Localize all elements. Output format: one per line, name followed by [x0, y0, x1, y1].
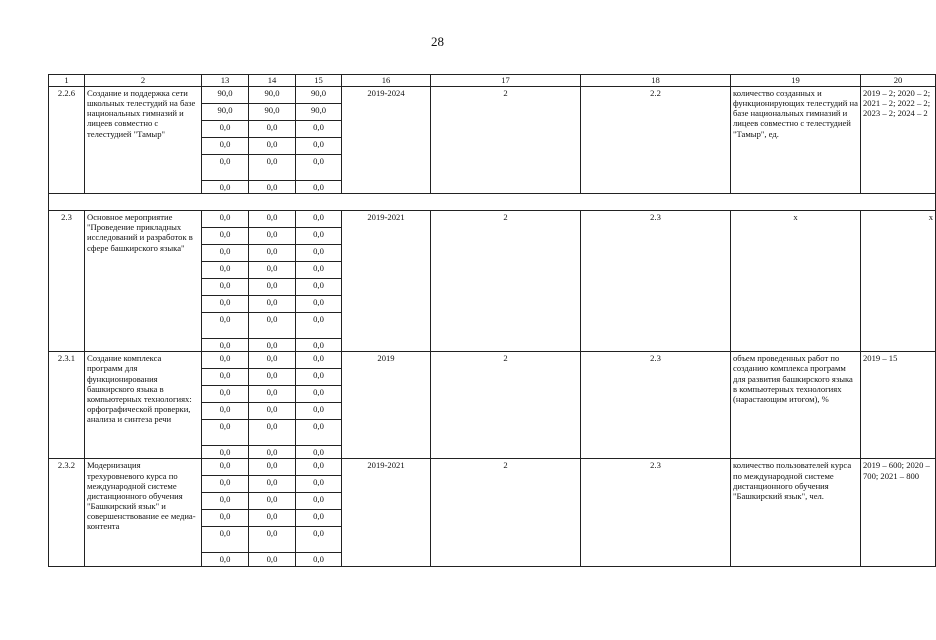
- value-cell: 90,0: [296, 87, 342, 104]
- table-row: [49, 459, 936, 476]
- header-row: [49, 75, 936, 87]
- row-name: Модернизация трехуровневого курса по международной системе дистанционного обучения "Башкирский язык" и совершенствование ее медиа-контента: [85, 459, 202, 566]
- row-col18: 2.3: [581, 459, 731, 566]
- row-indicator: количество созданных и функционирующих телестудий на базе национальных гимназий и лицеев совместно с телестудией "Тамыр", ед.: [731, 87, 861, 194]
- row-name: Создание и поддержка сети школьных телестудий на базе национальных гимназий и лицеев совместно с телестудией "Тамыр": [85, 87, 202, 194]
- value-cell: 0,0: [202, 403, 249, 420]
- value-cell: 0,0: [202, 510, 249, 527]
- row-col17: 2: [431, 352, 581, 459]
- value-cell: 0,0: [296, 476, 342, 493]
- value-cell: 0,0: [296, 245, 342, 262]
- value-cell: 0,0: [202, 296, 249, 313]
- value-cell: 0,0: [296, 211, 342, 228]
- value-cell: 0,0: [202, 138, 249, 155]
- value-cell: 0,0: [202, 181, 249, 194]
- row-targets: х: [861, 211, 936, 352]
- value-cell: 0,0: [202, 211, 249, 228]
- value-cell: 0,0: [249, 369, 296, 386]
- row-indicator: количество пользователей курса по международной системе дистанционного обучения "Башкирский язык", чел.: [731, 459, 861, 566]
- value-cell: 0,0: [249, 245, 296, 262]
- value-cell: 0,0: [296, 155, 342, 181]
- row-col18: 2.3: [581, 352, 731, 459]
- value-cell: 0,0: [202, 121, 249, 138]
- value-cell: 0,0: [249, 121, 296, 138]
- value-cell: 0,0: [202, 493, 249, 510]
- value-cell: 0,0: [249, 228, 296, 245]
- row-col18: 2.3: [581, 211, 731, 352]
- value-cell: 0,0: [296, 279, 342, 296]
- value-cell: 0,0: [249, 181, 296, 194]
- value-cell: 0,0: [249, 510, 296, 527]
- value-cell: 0,0: [202, 386, 249, 403]
- value-cell: 0,0: [249, 386, 296, 403]
- row-targets: 2019 – 600; 2020 – 700; 2021 – 800: [861, 459, 936, 566]
- value-cell: 0,0: [296, 352, 342, 369]
- page-number: 28: [431, 34, 444, 49]
- value-cell: 0,0: [249, 493, 296, 510]
- row-targets: 2019 – 15: [861, 352, 936, 459]
- header-cell: 16: [342, 75, 431, 87]
- value-cell: 0,0: [249, 420, 296, 446]
- value-cell: 0,0: [249, 476, 296, 493]
- value-cell: 0,0: [249, 296, 296, 313]
- row-code: 2.3.1: [49, 352, 85, 459]
- value-cell: 0,0: [202, 553, 249, 566]
- value-cell: 0,0: [249, 211, 296, 228]
- row-col17: 2: [431, 459, 581, 566]
- row-targets: 2019 – 2; 2020 – 2; 2021 – 2; 2022 – 2; 2023 – 2; 2024 – 2: [861, 87, 936, 194]
- row-code: 2.3.2: [49, 459, 85, 566]
- value-cell: 0,0: [202, 476, 249, 493]
- table-row: [49, 352, 936, 369]
- value-cell: 0,0: [296, 262, 342, 279]
- value-cell: 0,0: [202, 339, 249, 352]
- table-row: [49, 87, 936, 104]
- value-cell: 0,0: [249, 262, 296, 279]
- value-cell: 0,0: [249, 446, 296, 459]
- header-cell: 15: [296, 75, 342, 87]
- value-cell: 0,0: [202, 527, 249, 553]
- row-period: 2019-2024: [342, 87, 431, 194]
- value-cell: 0,0: [249, 352, 296, 369]
- value-cell: 0,0: [249, 527, 296, 553]
- value-cell: 0,0: [296, 493, 342, 510]
- value-cell: 90,0: [296, 104, 342, 121]
- value-cell: 0,0: [296, 296, 342, 313]
- row-indicator: объем проведенных работ по созданию комплекса программ для развития башкирского языка в компьютерных технологиях (нарастающим итогом), %: [731, 352, 861, 459]
- value-cell: 0,0: [249, 313, 296, 339]
- value-cell: 0,0: [202, 420, 249, 446]
- value-cell: 0,0: [249, 339, 296, 352]
- header-cell: 19: [731, 75, 861, 87]
- value-cell: 0,0: [249, 155, 296, 181]
- value-cell: 0,0: [296, 313, 342, 339]
- value-cell: 0,0: [202, 228, 249, 245]
- value-cell: 0,0: [296, 446, 342, 459]
- value-cell: 0,0: [296, 420, 342, 446]
- value-cell: 0,0: [296, 386, 342, 403]
- row-code: 2.2.6: [49, 87, 85, 194]
- spacer-cell: [49, 194, 936, 211]
- value-cell: 0,0: [296, 403, 342, 420]
- value-cell: 0,0: [296, 459, 342, 476]
- spacer-row: [49, 194, 936, 211]
- row-col17: 2: [431, 87, 581, 194]
- value-cell: 0,0: [249, 459, 296, 476]
- header-cell: 20: [861, 75, 936, 87]
- value-cell: 0,0: [296, 369, 342, 386]
- value-cell: 0,0: [249, 553, 296, 566]
- row-period: 2019-2021: [342, 211, 431, 352]
- value-cell: 0,0: [296, 228, 342, 245]
- value-cell: 0,0: [202, 313, 249, 339]
- value-cell: 0,0: [296, 553, 342, 566]
- value-cell: 0,0: [296, 527, 342, 553]
- program-table: [48, 74, 936, 567]
- header-cell: 1: [49, 75, 85, 87]
- row-col18: 2.2: [581, 87, 731, 194]
- value-cell: 0,0: [296, 510, 342, 527]
- value-cell: 0,0: [296, 121, 342, 138]
- value-cell: 0,0: [202, 352, 249, 369]
- value-cell: 90,0: [202, 104, 249, 121]
- table-row: [49, 211, 936, 228]
- row-period: 2019-2021: [342, 459, 431, 566]
- row-col17: 2: [431, 211, 581, 352]
- value-cell: 0,0: [202, 369, 249, 386]
- value-cell: 0,0: [296, 339, 342, 352]
- header-cell: 14: [249, 75, 296, 87]
- value-cell: 0,0: [202, 446, 249, 459]
- header-cell: 17: [431, 75, 581, 87]
- value-cell: 90,0: [202, 87, 249, 104]
- row-name: Создание комплекса программ для функционирования башкирского языка в компьютерных технологиях: орфографической проверки, анализа и синтеза речи: [85, 352, 202, 459]
- value-cell: 0,0: [202, 279, 249, 296]
- value-cell: 0,0: [202, 155, 249, 181]
- value-cell: 90,0: [249, 104, 296, 121]
- value-cell: 90,0: [249, 87, 296, 104]
- header-cell: 13: [202, 75, 249, 87]
- value-cell: 0,0: [202, 245, 249, 262]
- value-cell: 0,0: [296, 181, 342, 194]
- value-cell: 0,0: [202, 262, 249, 279]
- row-code: 2.3: [49, 211, 85, 352]
- value-cell: 0,0: [296, 138, 342, 155]
- header-cell: 2: [85, 75, 202, 87]
- value-cell: 0,0: [249, 279, 296, 296]
- value-cell: 0,0: [249, 138, 296, 155]
- value-cell: 0,0: [249, 403, 296, 420]
- value-cell: 0,0: [202, 459, 249, 476]
- row-indicator: х: [731, 211, 861, 352]
- row-name: Основное мероприятие "Проведение прикладных исследований и разработок в сфере башкирского языка": [85, 211, 202, 352]
- row-period: 2019: [342, 352, 431, 459]
- header-cell: 18: [581, 75, 731, 87]
